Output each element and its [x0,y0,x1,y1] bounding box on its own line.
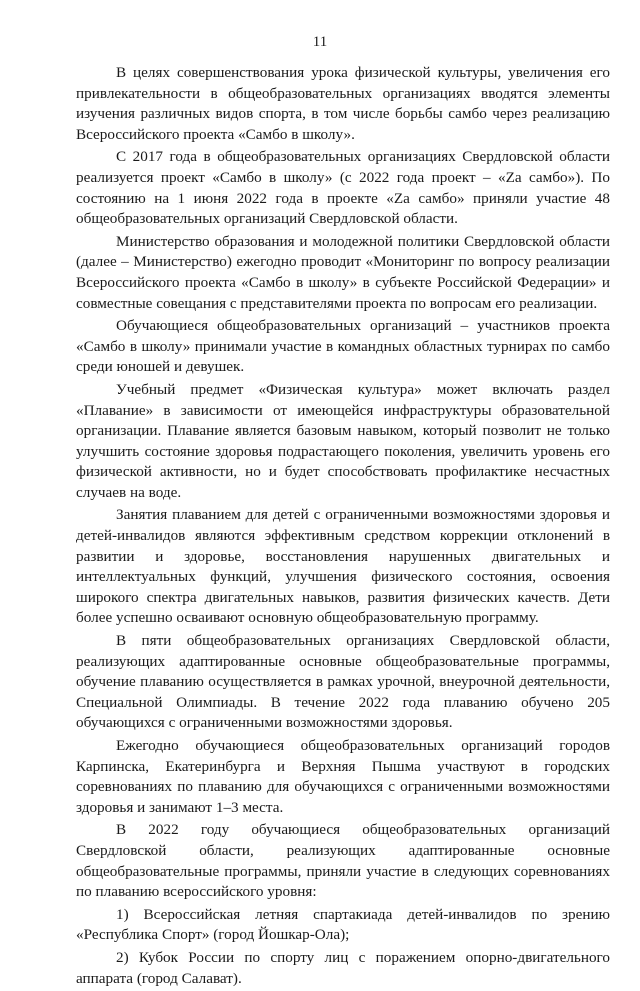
body-text [76,63,610,991]
paragraph-sambo-purpose: В целях совершенствования урока физической культуры, увеличения его привлекательности в общеобразовательных организациях вводятся элементы изучения различных видов спорта, в том числе борьбы самбо через реализацию Всероссийского проекта «Самбо в школу». [76,64,610,143]
paragraph-2022-competitions: В 2022 году обучающиеся общеобразовательных организаций Свердловской области, реализующих адаптированные основные общеобразовательные программы, приняли участие в следующих соревнованиях по плаванию всероссийского уровня: [76,821,610,901]
page-number: 11 [312,34,328,50]
paragraph-city-competitions: Ежегодно обучающиеся общеобразовательных организаций городов Карпинска, Екатеринбурга и Верхняя Пышма участвуют в городских соревнованиях по плаванию для обучающихся с ограниченными возможностями здоровья и занимают 1–3 места. [76,737,610,816]
paragraph-sambo-tournaments: Обучающиеся общеобразовательных организаций – участников проекта «Самбо в школу» принимали участие в командных областных турнирах по самбо среди юношей и девушек. [76,317,610,376]
paragraph-sambo-project-since-2017: С 2017 года в общеобразовательных организациях Свердловской области реализуется проект «Самбо в школу» (с 2022 года проект – «Zа самбо»). По состоянию на 1 июня 2022 года в проекте «Zа самбо» приняли участие 48 общеобразовательных организаций Свердловской области. [76,148,610,228]
list-item-russia-cup: 2) Кубок России по спорту лиц с поражением опорно-двигательного аппарата (город Салават). [76,948,610,987]
paragraph-five-organizations: В пяти общеобразовательных организациях Свердловской области, реализующих адаптированные основные общеобразовательные программы, обучение плаванию осуществляется в рамках урочной, внеурочной деятельности, Специальной Олимпиады. В течение 2022 года плаванию обучено 205 обучающихся с ограниченными возможностями здоровья. [76,632,610,732]
list-item-spartakiad: 1) Всероссийская летняя спартакиада детей-инвалидов по зрению «Республика Спорт» (город Йошкар-Ола); [76,905,610,944]
paragraph-swimming-disabilities: Занятия плаванием для детей с ограниченными возможностями здоровья и детей-инвалидов являются эффективным средством коррекции отклонений в развитии и здоровье, восстановления нарушенных двигательных и интеллектуальных функций, улучшения физического состояния, освоения широкого спектра двигательных навыков, развития физических качеств. Дети более успешно осваивают основную общеобразовательную программу. [76,506,610,627]
paragraph-swimming-subject: Учебный предмет «Физическая культура» может включать раздел «Плавание» в зависимости от имеющейся инфраструктуры образовательной организации. Плавание является базовым навыком, который позволит не только улучшить состояние здоровья подрастающего поколения, увеличить уровень его физической активности, но и будет способствовать профилактике несчастных случаев на воде. [76,380,610,501]
paragraph-ministry-monitoring: Министерство образования и молодежной политики Свердловской области (далее – Министерство) ежегодно проводит «Мониторинг по вопросу реализации Всероссийского проекта «Самбо в школу» в субъекте Российской Федерации» и совместные совещания с представителями проекта по вопросам его реализации. [76,232,610,312]
